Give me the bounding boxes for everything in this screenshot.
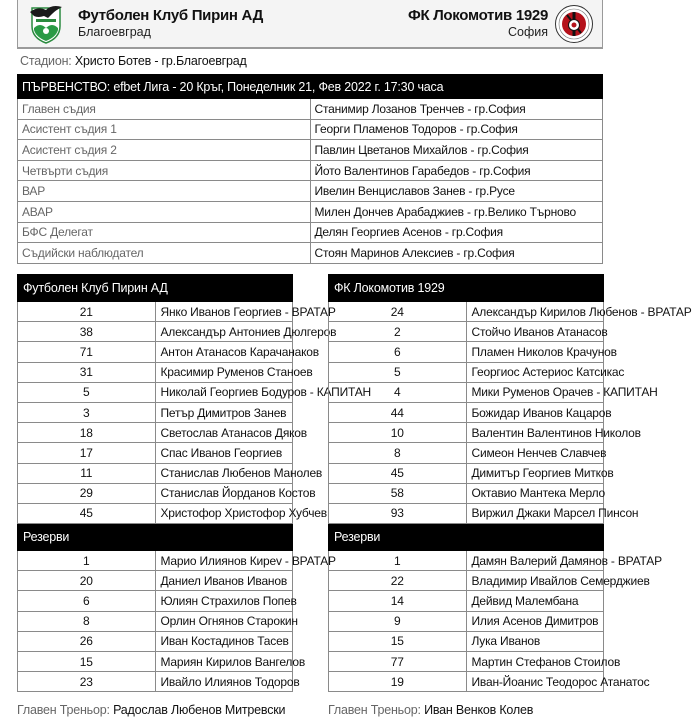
player-number: 77 — [329, 652, 467, 672]
player-number: 18 — [18, 423, 156, 443]
player-row — [18, 503, 293, 523]
player-row — [18, 423, 293, 443]
player-row — [329, 503, 604, 523]
player-row — [329, 551, 604, 571]
player-number: 93 — [329, 503, 467, 523]
official-role: Четвърти съдия — [18, 160, 311, 181]
home-coach-line — [17, 702, 285, 718]
player-number: 21 — [18, 302, 156, 322]
player-name: Юлиян Страхилов Попев — [155, 591, 293, 611]
player-name: Божидар Иванов Кацаров — [466, 402, 604, 422]
away-coach-label: Главен Треньор: — [328, 703, 421, 717]
official-person: Милен Дончев Арабаджиев - гр.Велико Търново — [310, 201, 603, 222]
away-team-city: София — [507, 25, 548, 39]
player-name: Иван Костадинов Тасев — [155, 631, 293, 651]
official-row — [18, 119, 603, 140]
player-number: 11 — [18, 463, 156, 483]
player-name: Дейвид Малембана — [466, 591, 604, 611]
official-person: Стоян Маринов Алексиев - гр.София — [310, 243, 603, 264]
player-name: Иван-Йоанис Теодорос Атанатос — [466, 672, 604, 692]
player-number: 3 — [18, 402, 156, 422]
stadium-label: Стадион: — [20, 54, 72, 68]
player-name: Станислав Любенов Манолев — [155, 463, 293, 483]
official-person: Делян Георгиев Асенов - гр.София — [310, 222, 603, 243]
player-row — [18, 571, 293, 591]
player-number: 58 — [329, 483, 467, 503]
player-number: 17 — [18, 443, 156, 463]
player-number: 15 — [18, 652, 156, 672]
player-number: 8 — [18, 611, 156, 631]
player-number: 29 — [18, 483, 156, 503]
player-number: 10 — [329, 423, 467, 443]
player-number: 2 — [329, 322, 467, 342]
home-starters — [18, 302, 372, 524]
official-row — [18, 160, 603, 181]
player-number: 14 — [329, 591, 467, 611]
home-lineup-table — [17, 274, 372, 692]
player-row — [329, 423, 604, 443]
player-number: 20 — [18, 571, 156, 591]
official-person: Георги Пламенов Тодоров - гр.София — [310, 119, 603, 140]
player-row — [18, 382, 293, 402]
player-name: Пламен Николов Крачунов — [466, 342, 604, 362]
pirin-crest-icon — [28, 4, 64, 44]
match-header — [17, 0, 603, 49]
player-number: 5 — [18, 382, 156, 402]
player-number: 4 — [329, 382, 467, 402]
player-row — [329, 463, 604, 483]
player-name: Мариян Кирилов Вангелов — [155, 652, 293, 672]
player-name: Октавио Мантека Мерло — [466, 483, 604, 503]
home-coach-name: Радослав Любенов Митревски — [113, 703, 286, 717]
match-info-header: ПЪРВЕНСТВО: efbet Лига - 20 Кръг, Понеделник 21, Фев 2022 г. 17:30 часа — [18, 75, 603, 99]
player-name: Спас Иванов Георгиев — [155, 443, 293, 463]
home-coach-label: Главен Треньор: — [17, 703, 110, 717]
player-row — [18, 463, 293, 483]
official-person: Йото Валентинов Гарабедов - гр.София — [310, 160, 603, 181]
player-name: Янко Иванов Георгиев - ВРАТАР — [155, 302, 293, 322]
player-number: 26 — [18, 631, 156, 651]
player-number: 31 — [18, 362, 156, 382]
away-coach-name: Иван Венков Колев — [424, 703, 534, 717]
player-row — [18, 402, 293, 422]
player-number: 45 — [329, 463, 467, 483]
player-name: Петър Димитров Занев — [155, 402, 293, 422]
player-row — [329, 611, 604, 631]
player-number: 8 — [329, 443, 467, 463]
player-number: 15 — [329, 631, 467, 651]
officials-table — [17, 74, 603, 264]
player-number: 5 — [329, 362, 467, 382]
player-row — [18, 672, 293, 692]
player-name: Станислав Йорданов Костов — [155, 483, 293, 503]
official-row — [18, 222, 603, 243]
player-name: Даниел Иванов Иванов — [155, 571, 293, 591]
player-number: 6 — [18, 591, 156, 611]
away-lineup-table — [328, 274, 692, 692]
home-team-name: Футболен Клуб Пирин АД — [78, 7, 263, 24]
player-number: 71 — [18, 342, 156, 362]
away-team-header — [408, 4, 594, 44]
official-person: Станимир Лозанов Тренчев - гр.София — [310, 99, 603, 120]
player-name: Орлин Огнянов Старокин — [155, 611, 293, 631]
player-row — [329, 322, 604, 342]
player-number: 6 — [329, 342, 467, 362]
player-row — [18, 362, 293, 382]
player-number: 1 — [329, 551, 467, 571]
home-team-city: Благоевград — [78, 25, 151, 39]
player-row — [329, 652, 604, 672]
player-row — [329, 672, 604, 692]
player-row — [18, 631, 293, 651]
player-name: Мартин Стефанов Стоилов — [466, 652, 604, 672]
official-row — [18, 243, 603, 264]
player-row — [329, 443, 604, 463]
official-row — [18, 201, 603, 222]
player-row — [18, 591, 293, 611]
player-row — [329, 631, 604, 651]
official-role: ВАР — [18, 181, 311, 202]
player-number: 44 — [329, 402, 467, 422]
official-row — [18, 99, 603, 120]
home-reserves-title: Резерви — [18, 524, 293, 551]
player-name: Илия Асенов Димитров — [466, 611, 604, 631]
lokomotiv-crest-icon — [554, 4, 594, 44]
player-row — [18, 443, 293, 463]
player-row — [329, 483, 604, 503]
player-row — [329, 302, 604, 322]
official-role: Асистент съдия 1 — [18, 119, 311, 140]
player-row — [18, 302, 293, 322]
player-number: 45 — [18, 503, 156, 523]
player-number: 23 — [18, 672, 156, 692]
official-role: БФС Делегат — [18, 222, 311, 243]
official-person: Павлин Цветанов Михайлов - гр.София — [310, 140, 603, 161]
player-row — [18, 322, 293, 342]
player-row — [329, 571, 604, 591]
stadium-value: Христо Ботев - гр.Благоевград — [74, 54, 247, 68]
away-team-name: ФК Локомотив 1929 — [407, 7, 548, 24]
player-name: Симеон Ненчев Славчев — [466, 443, 604, 463]
player-name: Светослав Атанасов Дяков — [155, 423, 293, 443]
player-name: Николай Георгиев Бодуров - КАПИТАН — [155, 382, 293, 402]
player-row — [18, 611, 293, 631]
player-name: Красимир Руменов Станоев — [155, 362, 293, 382]
player-name: Димитър Георгиев Митков — [466, 463, 604, 483]
player-number: 38 — [18, 322, 156, 342]
player-row — [329, 402, 604, 422]
official-role: АВАР — [18, 201, 311, 222]
player-number: 22 — [329, 571, 467, 591]
player-name: Дамян Валерий Дамянов - ВРАТАР — [466, 551, 604, 571]
player-row — [329, 591, 604, 611]
player-name: Валентин Валентинов Николов — [466, 423, 604, 443]
away-lineup-title: ФК Локомотив 1929 — [329, 275, 604, 302]
away-reserves-title: Резерви — [329, 524, 604, 551]
official-person: Ивелин Венциславов Занев - гр.Русе — [310, 181, 603, 202]
player-name: Ивайло Илиянов Тодоров — [155, 672, 293, 692]
player-row — [329, 342, 604, 362]
player-name: Христофор Христофор Хубчев — [155, 503, 293, 523]
player-row — [18, 483, 293, 503]
official-row — [18, 181, 603, 202]
player-row — [329, 382, 604, 402]
player-name: Мики Руменов Орачев - КАПИТАН — [466, 382, 604, 402]
away-reserves — [329, 551, 662, 692]
player-name: Александър Кирилов Любенов - ВРАТАР — [466, 302, 604, 322]
player-row — [329, 362, 604, 382]
player-name: Марио Илиянов Киреv - ВРАТАР — [155, 551, 293, 571]
official-role: Асистент съдия 2 — [18, 140, 311, 161]
player-name: Лука Иванов — [466, 631, 604, 651]
player-name: Александър Антониев Дюлгеров — [155, 322, 293, 342]
player-number: 1 — [18, 551, 156, 571]
home-lineup-title: Футболен Клуб Пирин АД — [18, 275, 293, 302]
official-row — [18, 140, 603, 161]
official-role: Главен съдия — [18, 99, 311, 120]
official-role: Съдийски наблюдател — [18, 243, 311, 264]
away-starters — [329, 302, 692, 524]
player-number: 24 — [329, 302, 467, 322]
player-row — [18, 652, 293, 672]
player-name: Виржил Джаки Марсел Пинсон — [466, 503, 604, 523]
player-name: Владимир Ивайлов Семерджиев — [466, 571, 604, 591]
player-row — [18, 551, 293, 571]
home-team-header — [28, 4, 263, 44]
away-coach-line — [328, 702, 533, 718]
player-row — [18, 342, 293, 362]
home-reserves — [18, 551, 336, 692]
player-name: Стойчо Иванов Атанасов — [466, 322, 604, 342]
player-number: 19 — [329, 672, 467, 692]
player-name: Георгиос Астериос Катсикас — [466, 362, 604, 382]
player-number: 9 — [329, 611, 467, 631]
stadium-line — [20, 53, 247, 69]
player-name: Антон Атанасов Карачанаков — [155, 342, 293, 362]
